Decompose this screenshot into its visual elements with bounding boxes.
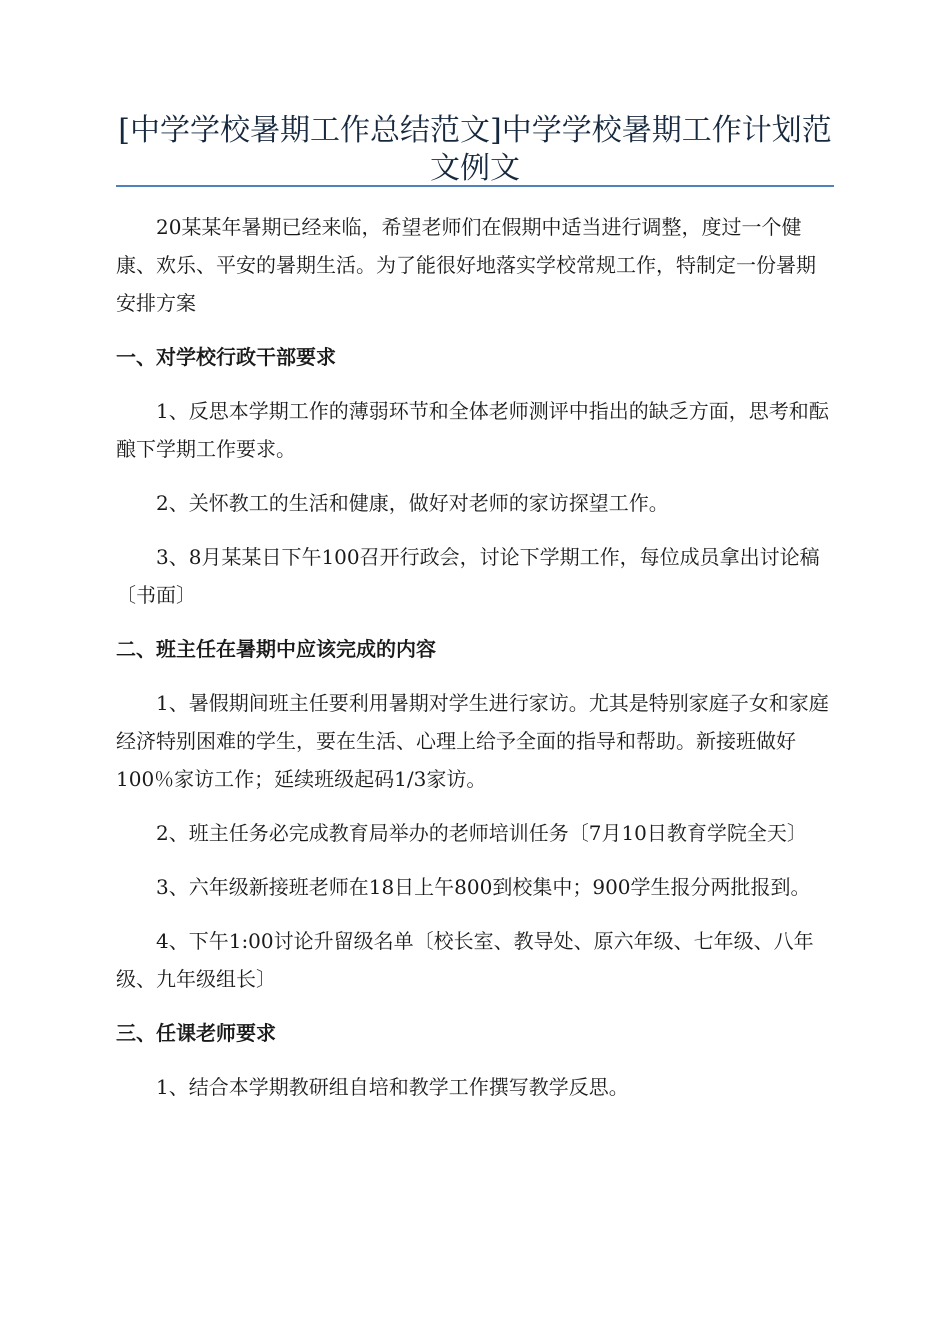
intro-paragraph: 20某某年暑期已经来临，希望老师们在假期中适当进行调整，度过一个健康、欢乐、平安的暑期生活。为了能很好地落实学校常规工作，特制定一份暑期安排方案	[116, 215, 816, 315]
list-item: 1、反思本学期工作的薄弱环节和全体老师测评中指出的缺乏方面，思考和酝酿下学期工作要求。	[116, 399, 829, 461]
section-heading-2: 二、班主任在暑期中应该完成的内容	[116, 637, 436, 661]
list-item: 2、班主任务必完成教育局举办的老师培训任务〔7月10日教育学院全天〕	[156, 821, 807, 845]
list-item: 4、下午1:00讨论升留级名单〔校长室、教导处、原六年级、七年级、八年级、九年级组长〕	[116, 929, 814, 991]
document-title: [中学学校暑期工作总结范文]中学学校暑期工作计划范文例文	[118, 113, 832, 186]
document-body	[116, 208, 834, 1122]
list-item: 1、结合本学期教研组自培和教学工作撰写教学反思。	[156, 1075, 629, 1099]
list-item: 3、六年级新接班老师在18日上午800到校集中；900学生报分两批报到。	[156, 875, 811, 899]
section-heading-3: 三、任课老师要求	[116, 1021, 276, 1045]
section-heading-1: 一、对学校行政干部要求	[116, 345, 336, 369]
title-underline	[116, 185, 834, 187]
list-item: 1、暑假期间班主任要利用暑期对学生进行家访。尤其是特别家庭子女和家庭经济特别困难的学生，要在生活、心理上给予全面的指导和帮助。新接班做好100％家访工作；延续班级起码1/3家访。	[116, 691, 829, 791]
list-item: 3、8月某某日下午100召开行政会，讨论下学期工作，每位成员拿出讨论稿〔书面〕	[116, 545, 820, 607]
list-item: 2、关怀教工的生活和健康，做好对老师的家访探望工作。	[156, 491, 669, 515]
